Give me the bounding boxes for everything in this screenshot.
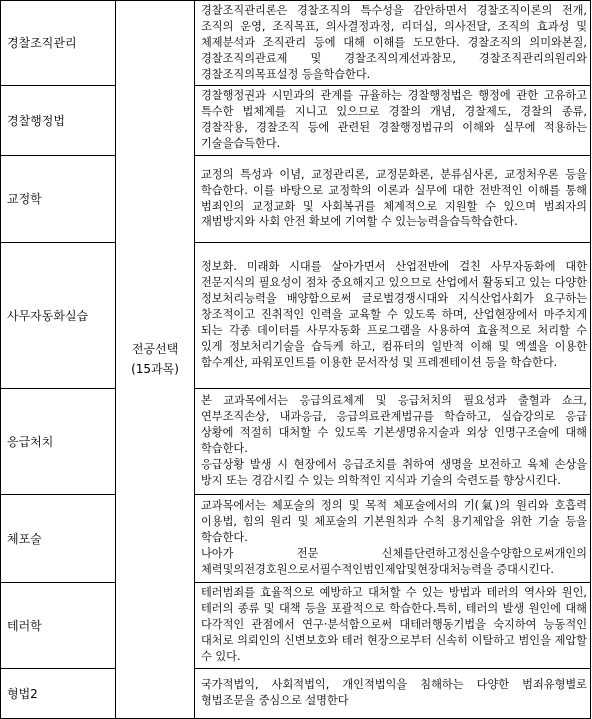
course-group-count: (15과목) <box>131 362 179 377</box>
table-row <box>1 242 591 388</box>
course-name: 경찰조직관리 <box>1 1 116 86</box>
description-paragraph: 테러범죄를 효율적으로 예방하고 대처할 수 있는 방법과 테러의 역사와 원인, 테러의 종류 및 대책 등을 포괄적으로 학습한다.특히, 테러의 발생 원인에 대해 다각적인 관점에서 연구·분석함으로써 대테러행동기법을 숙지하여 능동적인 대처로 의뢰인의 신변보호와 테러 현장으로부터 신속히 이탈하고 범인을 제압할 수 있다. <box>201 586 587 663</box>
description-paragraph: 본 교과목에서는 응급의료체계 및 응급처치의 필요성과 출혈과 쇼크, 연부조직손상, 내과응급, 응급의료관계법규를 학습하고, 실습강의로 응급 상황에 적절히 대처할 수 있도록 기본생명유지술과 외상 인명구조술에 대해 학습한다. <box>201 394 587 456</box>
description-paragraph: 국가적법익, 사회적법익, 개인적법익을 침해하는 다양한 범죄유형별로 형법조문을 중심으로 설명한다 <box>201 678 587 708</box>
course-name: 체포술 <box>1 494 116 582</box>
description-paragraph: 정보화. 미래화 시대를 살아가면서 산업전반에 걸친 사무자동화에 대한 전문지식의 필요성이 점차 중요해지고 있으므로 산업에서 활동되고 있는 다양한 정보처리능력을 배양함으로써 글로벌경쟁시대와 지식산업사회가 요구하는 창조적이고 진취적인 인력을 교육할 수 있도록 하며, 산업현장에서 마주치게 되는 각종 데이터를 사무자동화 프로그램을 사용하여 효율적으로 처리할 수 있게 정보처리기술을 습득케 하고, 컴퓨터의 일반적 이해 및 엑셀을 이용한 함수계산, 파워포인트를 이용한 문서작성 및 프레젠테이션 등을 학습한다. <box>201 260 587 369</box>
course-name: 사무자동화실습 <box>1 242 116 388</box>
course-description <box>195 155 591 242</box>
course-name: 형법2 <box>1 668 116 718</box>
course-description <box>195 582 591 668</box>
description-paragraph: 응급상황 발생 시 현장에서 응급조치를 취하여 생명을 보전하고 육체 손상을 방지 또는 경감시킬 수 있는 의학적인 지식과 기술의 숙련도를 향상시킨다. <box>201 457 587 487</box>
course-description <box>195 242 591 388</box>
course-name: 경찰행정법 <box>1 85 116 155</box>
course-description <box>195 494 591 582</box>
table-row <box>1 388 591 494</box>
description-paragraph: 경찰조직관리론은 경찰조직의 특수성을 감안하면서 경찰조직이론의 전개, 조직의 운영, 조직목표, 의사결정과정, 리더십, 의사전달, 조직의 효과성 및 체제분석과 조직관리 등에 대해 이해를 도모한다. 경찰조직의 의미와본질,경찰조직의관료제 및 경찰조직의계선과참모, 경찰조직관리의원리와 경찰조직의목표설정 등을학습한다. <box>201 4 587 81</box>
course-name: 응급처치 <box>1 388 116 494</box>
course-description <box>195 388 591 494</box>
course-name: 교정학 <box>1 155 116 242</box>
table-row <box>1 155 591 242</box>
course-description <box>195 668 591 718</box>
description-paragraph: 교정의 특성과 이념, 교정관리론, 교정문화론, 분류심사론, 교정처우론 등을 학습한다. 이를 바탕으로 교정학의 이론과 실무에 대한 전반적인 이해를 통해 범죄인의 교정교화 및 사회복귀를 체계적으로 지원할 수 있으며 범죄자의 재범방지와 사회 안전 확보에 기여할 수 있는능력을습득학습한다. <box>201 167 587 229</box>
course-group-label: 전공선택 <box>131 342 179 357</box>
table-row <box>1 1 591 86</box>
table-row <box>1 668 591 718</box>
description-paragraph: 교과목에서는 체포술의 정의 및 목적 체포술에서의 기(氣)의 원리와 호흡력 이용법, 힘의 원리 및 체포술의 기본원칙과 수칙 용기제압을 위한 기술 등을 학습한다. <box>201 499 587 545</box>
table-row <box>1 582 591 668</box>
course-name: 테러학 <box>1 582 116 668</box>
course-group-cell <box>116 1 195 719</box>
description-paragraph: 나아가 전문 신체를단련하고정신을수양함으로써개인의 체력및의전경호원으로서필수적인범인제압및현장대처능력을 증대시킨다. <box>201 546 587 576</box>
table-row <box>1 85 591 155</box>
course-description <box>195 1 591 86</box>
description-paragraph: 경찰행정권과 시민과의 관계를 규율하는 경찰행정법은 행정에 관한 고유하고 특수한 법체계를 지니고 있으므로 경찰의 개념, 경찰제도, 경찰의 종류, 경찰작용, 경찰조직 등에 관련된 경찰행정법규의 이해와 실무에 적용하는 기술을습득한다. <box>201 89 587 150</box>
table-row <box>1 494 591 582</box>
course-description <box>195 85 591 155</box>
